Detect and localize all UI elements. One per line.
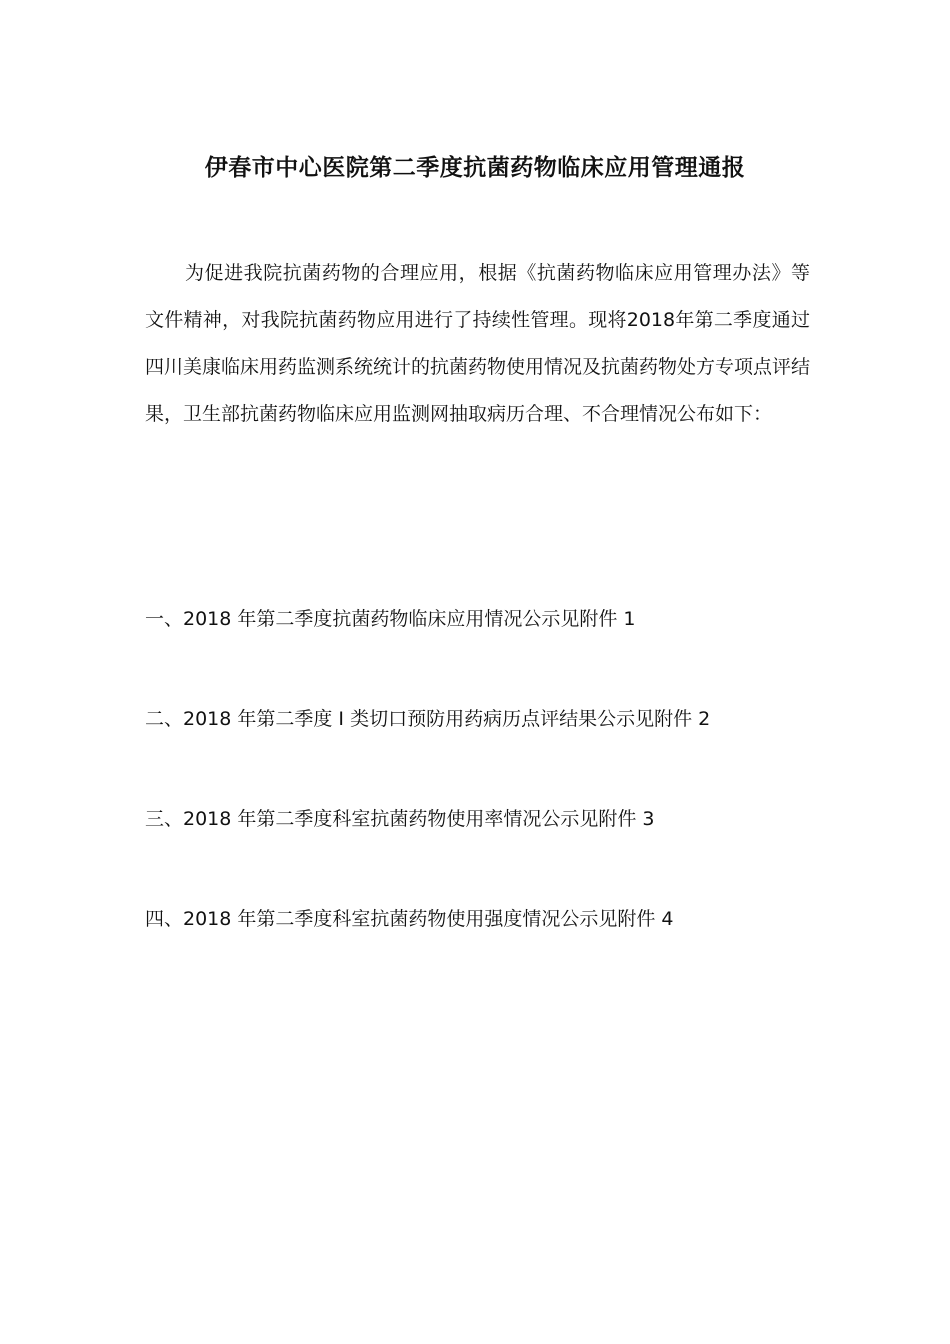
intro-paragraph: 为促进我院抗菌药物的合理应用，根据《抗菌药物临床应用管理办法》等文件精神，对我院抗菌药物应用进行了持续性管理。现将2018年第二季度通过四川美康临床用药监测系统统计的抗菌药物使用情况及抗菌药物处方专项点评结果，卫生部抗菌药物临床应用监测网抽取病历合理、不合理情况公布如下：	[145, 262, 811, 425]
document-title: 伊春市中心医院第二季度抗菌药物临床应用管理通报	[204, 155, 746, 181]
list-item-attachment-4: 四、2018 年第二季度科室抗菌药物使用强度情况公示见附件 4	[145, 908, 674, 930]
list-item-attachment-3: 三、2018 年第二季度科室抗菌药物使用率情况公示见附件 3	[145, 808, 655, 830]
list-item-attachment-1: 一、2018 年第二季度抗菌药物临床应用情况公示见附件 1	[145, 608, 636, 630]
list-item-attachment-2: 二、2018 年第二季度 I 类切口预防用药病历点评结果公示见附件 2	[145, 708, 711, 730]
